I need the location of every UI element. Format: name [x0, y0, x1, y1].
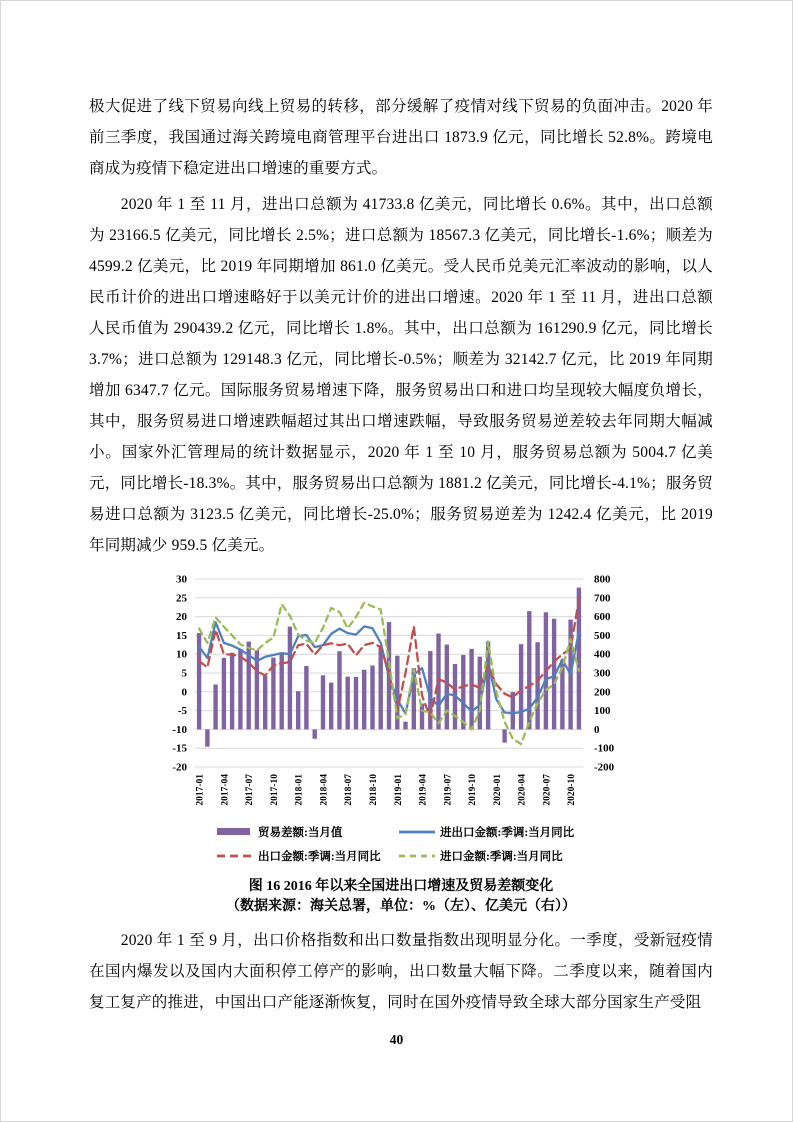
- svg-text:10: 10: [176, 648, 187, 661]
- svg-text:400: 400: [594, 648, 611, 661]
- svg-text:2019-04: 2019-04: [418, 774, 429, 806]
- paragraph-cross-border-ecommerce: 极大促进了线下贸易向线上贸易的转移，部分缓解了疫情对线下贸易的负面冲击。2020 年前三季度，我国通过海关跨境电商管理平台进出口 1873.9 亿元，同比增长 52.8%。跨境电商成为疫情下稳定进出口增速的重要方式。: [89, 98, 713, 177]
- svg-text:0: 0: [594, 723, 600, 736]
- figure-caption-title: 图 16 2016 年以来全国进出口增速及贸易差额变化: [248, 879, 554, 894]
- svg-text:2018-01: 2018-01: [294, 774, 305, 806]
- svg-text:2019-01: 2019-01: [393, 774, 404, 806]
- svg-text:200: 200: [594, 686, 611, 699]
- svg-text:2020-07: 2020-07: [542, 774, 553, 806]
- figure-16-chart-container: [151, 567, 656, 869]
- svg-text:600: 600: [594, 611, 611, 624]
- svg-text:700: 700: [594, 592, 611, 605]
- svg-text:2020-10: 2020-10: [567, 774, 578, 806]
- svg-text:100: 100: [594, 705, 611, 718]
- svg-text:2020-01: 2020-01: [492, 774, 503, 806]
- svg-text:-5: -5: [177, 705, 187, 718]
- svg-text:2017-10: 2017-10: [269, 774, 280, 806]
- svg-text:-10: -10: [172, 723, 187, 736]
- paragraph-export-indices: 2020 年 1 至 9 月，出口价格指数和出口数量指数出现明显分化。一季度，受新冠疫情在国内爆发以及国内大面积停工停产的影响，出口数量大幅下降。二季度以来，随着国内复工复产的推进，中国出口产能逐渐恢复，同时在国外疫情导致全球大部分国家生产受阻: [89, 932, 713, 1011]
- svg-text:2018-10: 2018-10: [368, 774, 379, 806]
- svg-text:800: 800: [594, 573, 611, 586]
- svg-text:300: 300: [594, 667, 611, 680]
- figure-caption-source: （数据来源：海关总署，单位：%（左）、亿美元（右））: [226, 899, 576, 914]
- svg-text:-100: -100: [594, 742, 615, 755]
- svg-text:2017-04: 2017-04: [220, 774, 231, 806]
- svg-text:15: 15: [176, 629, 187, 642]
- svg-text:5: 5: [181, 667, 187, 680]
- figure-caption: [89, 877, 713, 917]
- svg-text:25: 25: [176, 592, 187, 605]
- trade-growth-balance-chart: [151, 567, 656, 869]
- svg-text:2017-01: 2017-01: [195, 774, 206, 806]
- svg-text:-15: -15: [172, 742, 187, 755]
- svg-text:2020-04: 2020-04: [517, 774, 528, 806]
- svg-text:2019-07: 2019-07: [443, 774, 454, 806]
- svg-text:20: 20: [176, 611, 187, 624]
- svg-text:-200: -200: [594, 761, 615, 774]
- svg-text:2018-04: 2018-04: [319, 774, 330, 806]
- svg-text:500: 500: [594, 629, 611, 642]
- svg-text:-20: -20: [172, 761, 187, 774]
- svg-text:出口金额:季调:当月同比: 出口金额:季调:当月同比: [258, 851, 381, 863]
- svg-text:进口金额:季调:当月同比: 进口金额:季调:当月同比: [440, 851, 563, 863]
- page-number: 40: [389, 1032, 404, 1047]
- svg-text:0: 0: [181, 686, 187, 699]
- svg-text:30: 30: [176, 573, 187, 586]
- svg-text:进出口金额:季调:当月同比: 进出口金额:季调:当月同比: [440, 827, 575, 839]
- svg-text:2018-07: 2018-07: [344, 774, 355, 806]
- svg-text:2019-10: 2019-10: [468, 774, 479, 806]
- svg-text:2017-07: 2017-07: [245, 774, 256, 806]
- paragraph-trade-totals: 2020 年 1 至 11 月，进出口总额为 41733.8 亿美元，同比增长 0.6%。其中，出口总额为 23166.5 亿美元，同比增长 2.5%；进口总额为 18567.3 亿美元，同比增长-1.6%；顺差为 4599.2 亿美元，比 2019 年同期增加 861.0 亿美元。受人民币兑美元汇率波动的影响，以人民币计价的进出口增速略好于以美元计价的进出口增速。2020 年 1 至 11 月，进出口总额人民币值为 290439.2 亿元，同比增长 1.8%。其中，出口总额为 161290.9 亿元，同比增长 3.7%；进口总额为 129148.3 亿元，同比增长-0.5%；顺差为 32142.7 亿元，比 2019 年同期增加 6347.7 亿元。国际服务贸易增速下降，服务贸易出口和进口均呈现较大幅度负增长，其中，服务贸易进口增速跌幅超过其出口增速跌幅，导致服务贸易逆差较去年同期大幅减小。国家外汇管理局的统计数据显示，2020 年 1 至 10 月，服务贸易总额为 5004.7 亿美元，同比增长-18.3%。其中，服务贸易出口总额为 1881.2 亿美元，同比增长-4.1%；服务贸易进口总额为 3123.5 亿美元，同比增长-25.0%；服务贸易逆差为 1242.4 亿美元，比 2019 年同期减少 959.5 亿美元。: [89, 196, 713, 554]
- svg-text:贸易差额:当月值: 贸易差额:当月值: [258, 827, 343, 839]
